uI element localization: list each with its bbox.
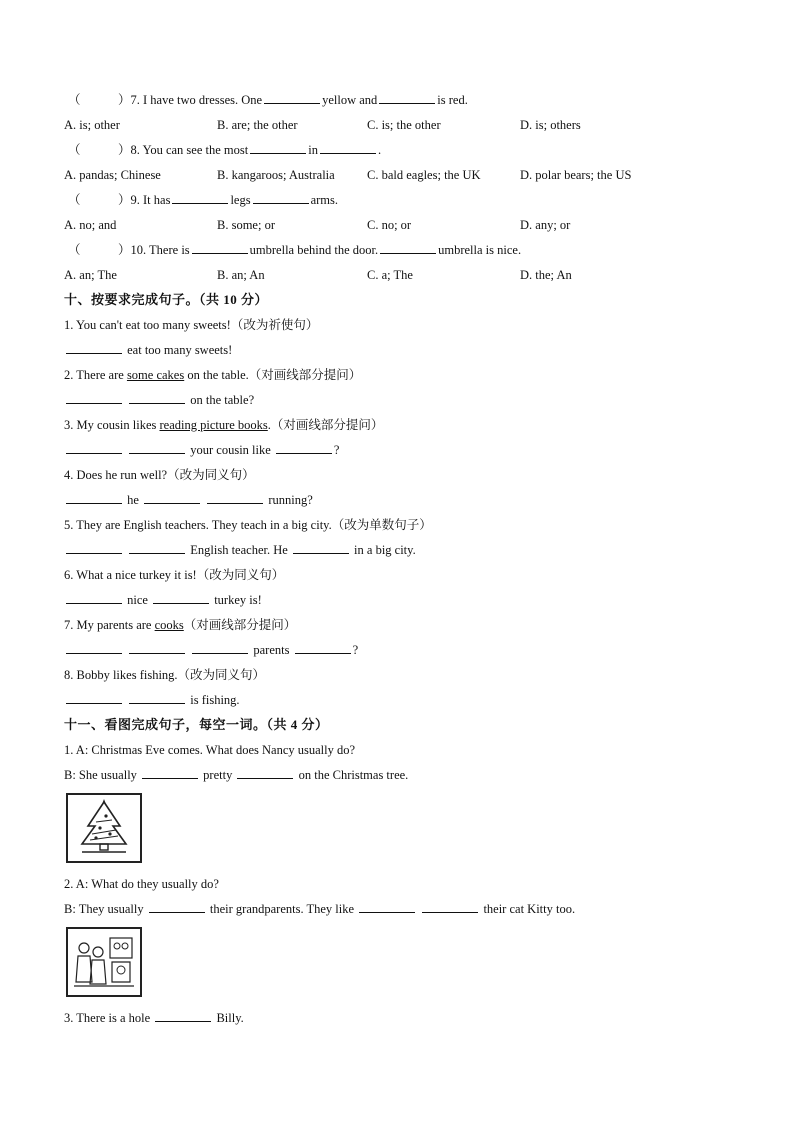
blank[interactable] (155, 1009, 211, 1022)
picture-question-3: 3. There is a hole Billy. (64, 1011, 244, 1025)
answer-paren[interactable]: （ (68, 93, 81, 107)
blank[interactable] (66, 591, 122, 604)
blank[interactable] (149, 900, 205, 913)
blank[interactable] (380, 241, 436, 254)
rewrite-answer-7: parents ? (64, 641, 744, 666)
option-a[interactable]: A. an; The (64, 268, 117, 282)
blank[interactable] (172, 191, 228, 204)
options-10 (64, 266, 744, 291)
rewrite-question-7: 7. My parents are cooks（对画线部分提问） (64, 618, 297, 632)
blank[interactable] (253, 191, 309, 204)
blank[interactable] (359, 900, 415, 913)
option-c[interactable]: C. bald eagles; the UK (367, 168, 481, 182)
underlined-part: some cakes (126, 368, 185, 382)
worksheet-page (64, 91, 744, 1034)
option-c[interactable]: C. is; the other (367, 118, 441, 132)
blank[interactable] (320, 141, 376, 154)
blank[interactable] (293, 541, 349, 554)
rewrite-answer-5: English teacher. He in a big city. (64, 541, 744, 566)
blank[interactable] (66, 541, 122, 554)
blank[interactable] (237, 766, 293, 779)
option-c[interactable]: C. no; or (367, 218, 412, 232)
rewrite-question-3: 3. My cousin likes reading picture books.（对画线部分提问） (64, 418, 384, 432)
blank[interactable] (192, 641, 248, 654)
option-a[interactable]: A. is; other (64, 118, 120, 132)
question-7: （ ）7. I have two dresses. One yellow and is red. (68, 93, 468, 107)
picture-question-1a: 1. A: Christmas Eve comes. What does Nancy usually do? (64, 743, 356, 757)
blank[interactable] (66, 391, 122, 404)
option-a[interactable]: A. no; and (64, 218, 117, 232)
option-c[interactable]: C. a; The (367, 268, 413, 282)
blank[interactable] (129, 641, 185, 654)
rewrite-question-2: 2. There are some cakes on the table.（对画线部分提问） (64, 368, 362, 382)
question-9: （ ）9. It has legs arms. (68, 193, 339, 207)
rewrite-question-5: 5. They are English teachers. They teach in a big city.（改为单数句子） (64, 518, 432, 532)
picture-question-2a: 2. A: What do they usually do? (64, 877, 219, 891)
options-7 (64, 116, 744, 141)
option-b[interactable]: B. some; or (217, 218, 275, 232)
rewrite-answer-3: your cousin like ? (64, 441, 744, 466)
rewrite-answer-6: nice turkey is! (64, 591, 744, 616)
blank[interactable] (129, 541, 185, 554)
rewrite-answer-4: he running? (64, 491, 744, 516)
blank[interactable] (66, 441, 122, 454)
option-d[interactable]: D. the; An (520, 268, 572, 282)
blank[interactable] (207, 491, 263, 504)
option-a[interactable]: A. pandas; Chinese (64, 168, 161, 182)
picture-question-2b: B: They usually their grandparents. They like their cat Kitty too. (64, 902, 576, 916)
section-11-heading: 十一、看图完成句子，每空一词。（共 4 分） (64, 717, 329, 732)
blank[interactable] (379, 91, 435, 104)
blank[interactable] (129, 441, 185, 454)
blank[interactable] (144, 491, 200, 504)
picture-question-1b: B: She usually pretty on the Christmas tree. (64, 768, 409, 782)
answer-paren[interactable]: （ (68, 143, 81, 157)
option-d[interactable]: D. polar bears; the US (520, 168, 632, 182)
rewrite-answer-2: on the table? (64, 391, 744, 416)
option-b[interactable]: B. are; the other (217, 118, 298, 132)
option-b[interactable]: B. kangaroos; Australia (217, 168, 335, 182)
christmas-tree-picture (66, 793, 142, 863)
option-b[interactable]: B. an; An (217, 268, 265, 282)
blank[interactable] (264, 91, 320, 104)
blank[interactable] (129, 691, 185, 704)
option-d[interactable]: D. is; others (520, 118, 581, 132)
blank[interactable] (66, 341, 122, 354)
underlined-part: reading picture books (159, 418, 268, 432)
question-8: （ ）8. You can see the most in . (68, 143, 382, 157)
family-visit-picture (66, 927, 142, 997)
answer-paren[interactable]: （ (68, 243, 81, 257)
blank[interactable] (66, 691, 122, 704)
question-10: （ ）10. There is umbrella behind the door. umbrella is nice. (68, 243, 522, 257)
underlined-part: cooks (154, 618, 184, 632)
blank[interactable] (295, 641, 351, 654)
options-8 (64, 166, 744, 191)
rewrite-answer-1: eat too many sweets! (64, 341, 744, 366)
rewrite-question-1: 1. You can't eat too many sweets!（改为祈使句） (64, 318, 319, 332)
blank[interactable] (250, 141, 306, 154)
blank[interactable] (66, 491, 122, 504)
blank[interactable] (142, 766, 198, 779)
blank[interactable] (192, 241, 248, 254)
section-10-heading: 十、按要求完成句子。（共 10 分） (64, 292, 269, 307)
rewrite-question-8: 8. Bobby likes fishing.（改为同义句） (64, 668, 266, 682)
blank[interactable] (153, 591, 209, 604)
rewrite-question-6: 6. What a nice turkey it is!（改为同义句） (64, 568, 285, 582)
rewrite-answer-8: is fishing. (64, 691, 744, 716)
blank[interactable] (66, 641, 122, 654)
option-d[interactable]: D. any; or (520, 218, 571, 232)
options-9 (64, 216, 744, 241)
rewrite-question-4: 4. Does he run well?（改为同义句） (64, 468, 255, 482)
answer-paren[interactable]: （ (68, 193, 81, 207)
blank[interactable] (129, 391, 185, 404)
blank[interactable] (422, 900, 478, 913)
blank[interactable] (276, 441, 332, 454)
